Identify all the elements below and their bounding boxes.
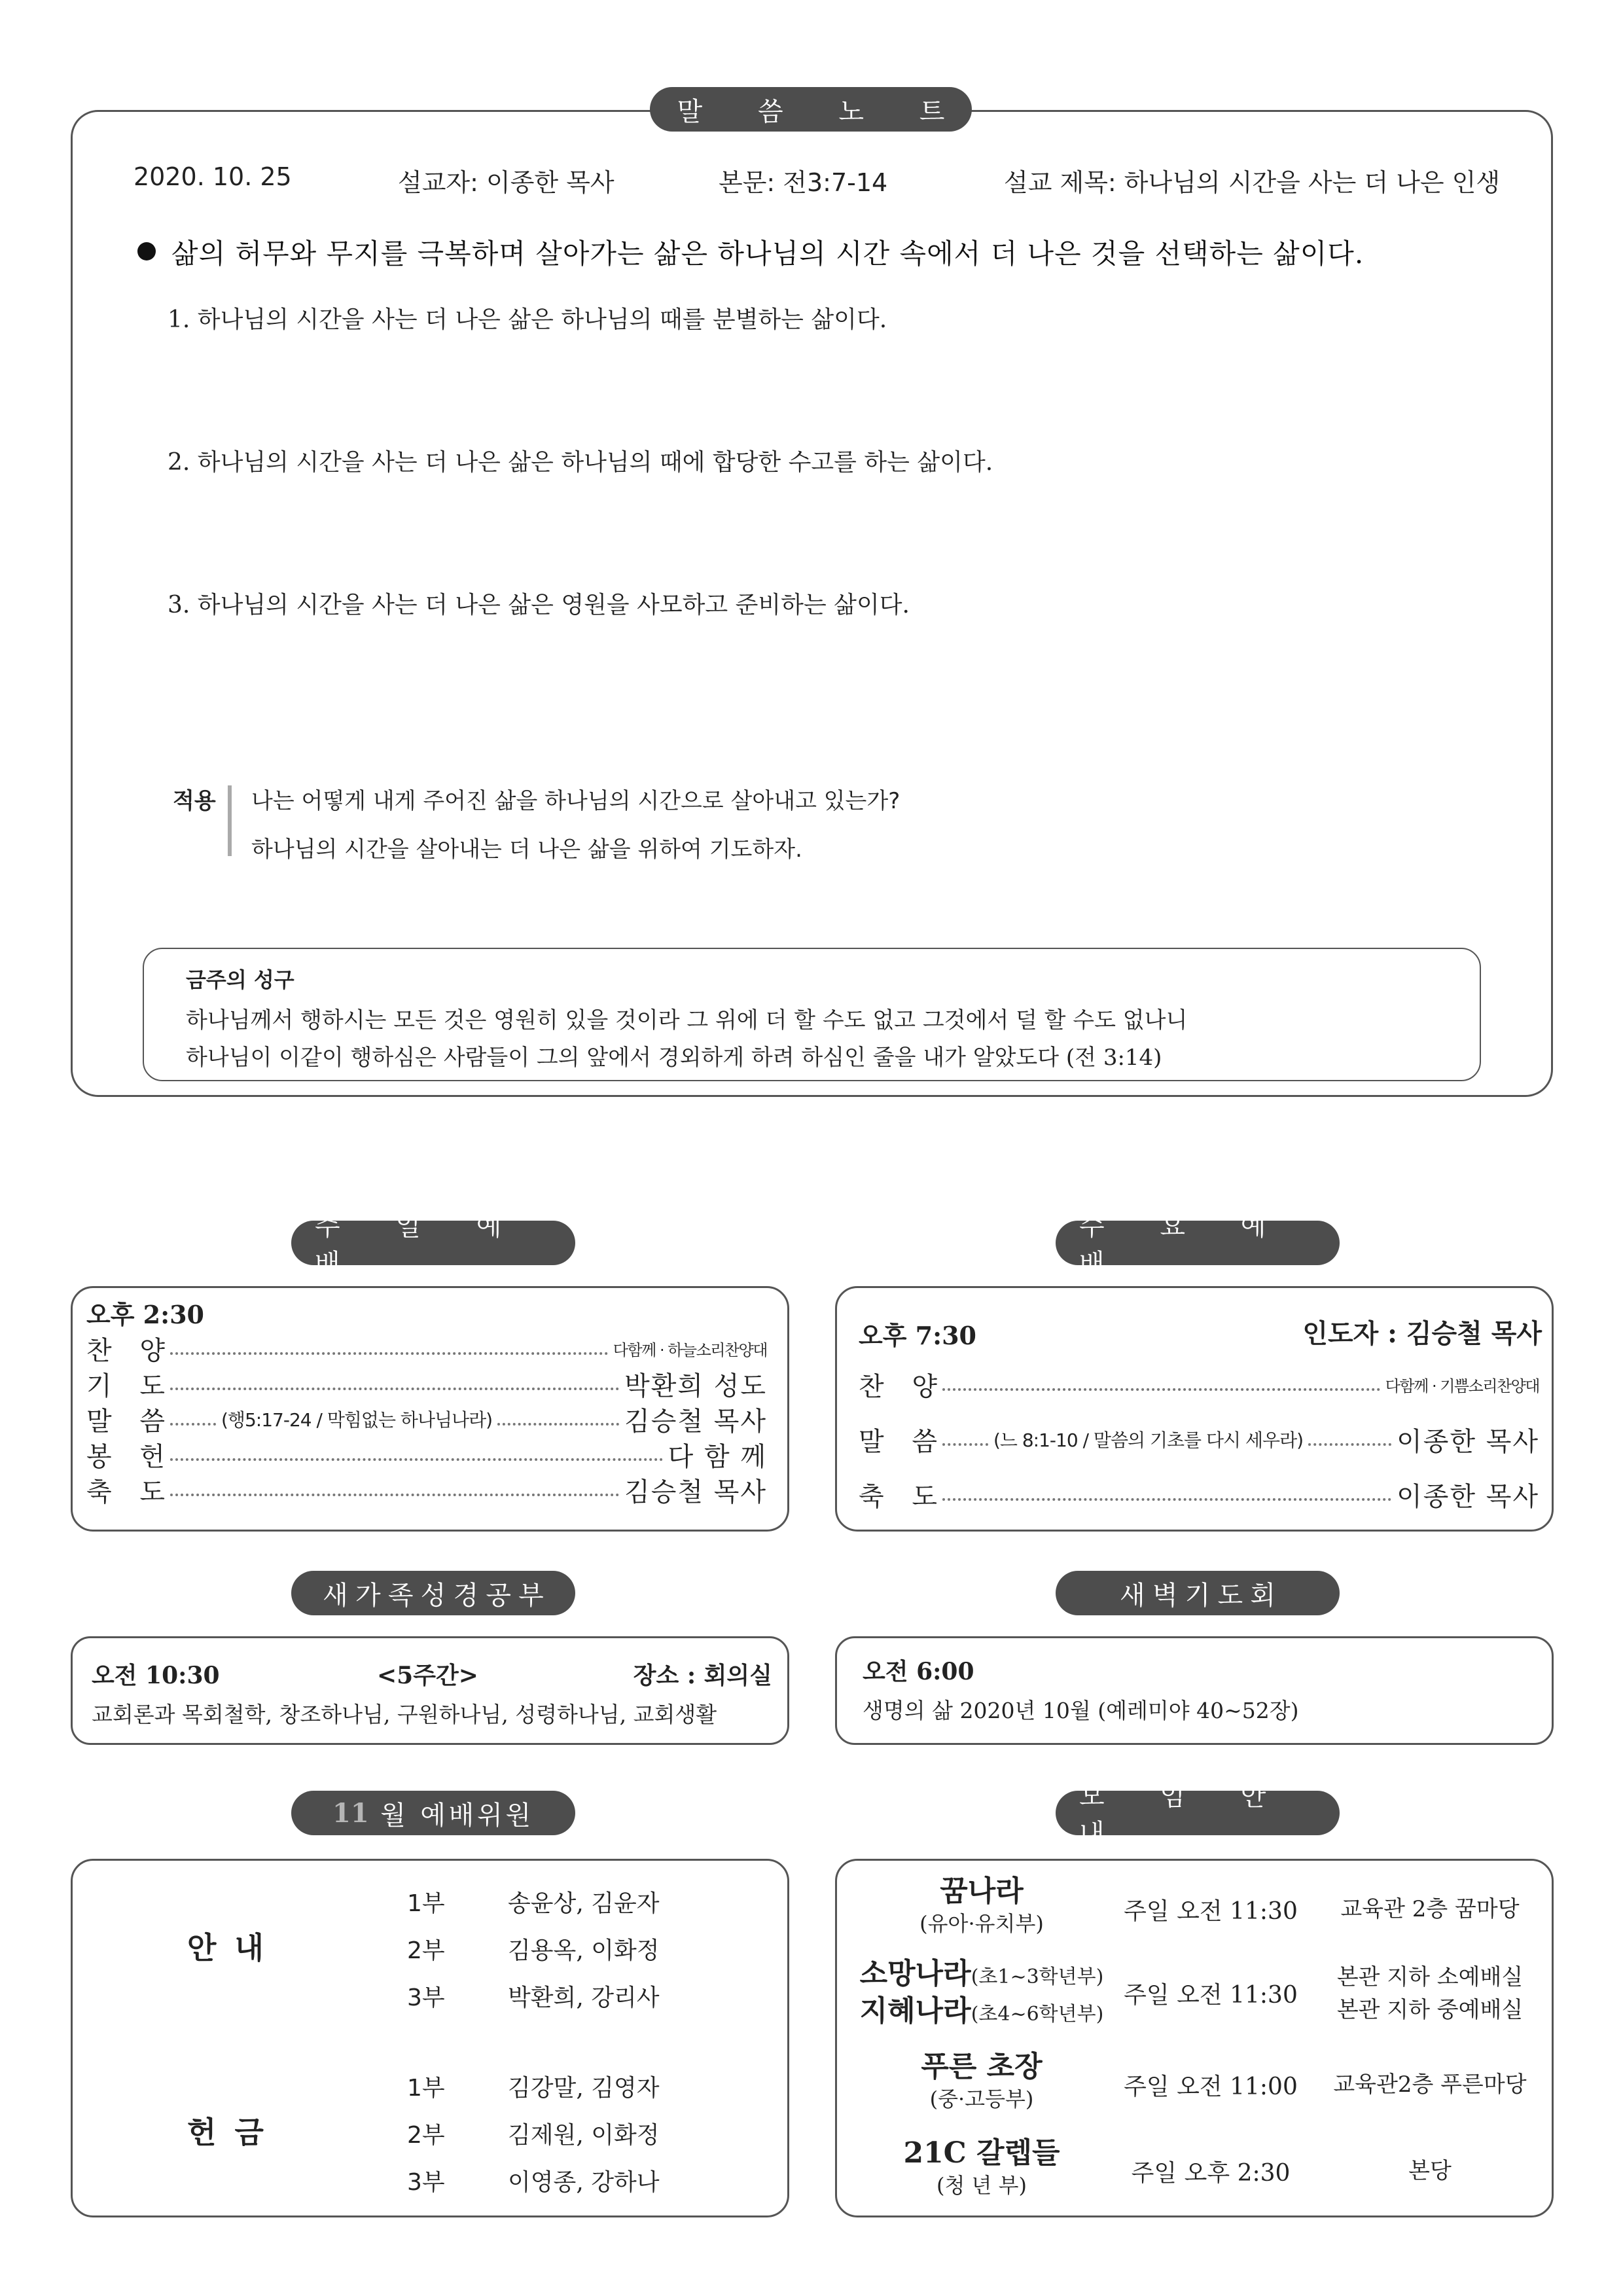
meeting-name-block <box>844 2049 1119 2113</box>
wednesday-row <box>859 1368 1539 1401</box>
family-bible-topics: 교회론과 목회철학, 창조하나님, 구원하나님, 성령하나님, 교회생활 <box>92 1702 717 1727</box>
wednesday-row-key-1: 찬 <box>859 1371 884 1402</box>
committee-group-label: 헌 금 <box>187 2115 268 2150</box>
meeting-time: 주일 오전 11:30 <box>1124 1898 1298 1925</box>
dawn-prayer-text: 생명의 삶 2020년 10월 (예레미야 40~52장) <box>863 1698 1299 1723</box>
wednesday-row-key-2: 양 <box>912 1371 937 1402</box>
meeting-place: 본당 <box>1408 2158 1452 2184</box>
committee-part: 1부 <box>407 1890 445 1917</box>
dawn-prayer-box <box>835 1636 1554 1745</box>
verse-line-2: 하나님이 이같이 행하심은 사람들이 그의 앞에서 경외하게 하려 하심인 줄을 내가 알았도다 (전 3:14) <box>186 1045 1162 1071</box>
wednesday-worship-header: 수 요 예 배 <box>1056 1221 1340 1265</box>
meetings-header: 모 임 안 내 <box>1056 1791 1340 1835</box>
point-1: 1. 하나님의 시간을 사는 더 나은 삶은 하나님의 때를 분별하는 삶이다. <box>168 306 887 333</box>
point-3: 3. 하나님의 시간을 사는 더 나은 삶은 영원을 사모하고 준비하는 삶이다. <box>168 592 910 619</box>
sunday-row-key <box>86 1436 165 1473</box>
sunday-row-key-2: 헌 <box>139 1441 165 1472</box>
wednesday-row-key-2: 도 <box>912 1481 937 1512</box>
meeting-place: 본관 지하 중예배실 <box>1336 1997 1524 2023</box>
meeting-time: 주일 오후 2:30 <box>1131 2160 1291 2187</box>
sunday-row-key <box>86 1471 165 1509</box>
meeting-place: 본관 지하 소예배실 <box>1336 1964 1524 1990</box>
sunday-row-value: 다 함 께 <box>668 1441 767 1472</box>
apply-divider <box>228 785 232 856</box>
wednesday-row-key-1: 말 <box>859 1426 884 1457</box>
point-2: 2. 하나님의 시간을 사는 더 나은 삶은 하나님의 때에 합당한 수고를 하는 삶이다. <box>168 449 993 476</box>
sunday-row-leader <box>170 1352 608 1355</box>
meeting-name-line <box>844 1957 1119 1994</box>
committee-part: 3부 <box>407 1984 445 2011</box>
sunday-row-key-1: 봉 <box>86 1441 112 1472</box>
committee-names: 박환희, 강리사 <box>508 1984 660 2011</box>
committee-names: 이영종, 강하나 <box>508 2169 660 2196</box>
wednesday-row-value: 다함께 · 기쁨소리찬양대 <box>1385 1376 1539 1395</box>
sunday-row-value: 김승철 목사 <box>624 1477 767 1507</box>
sunday-row-value: 다함께 · 하늘소리찬양대 <box>613 1340 767 1359</box>
meeting-sub: (유아·유치부) <box>919 1911 1044 1936</box>
family-bible-time: 오전 10:30 <box>92 1662 220 1689</box>
wednesday-row-scripture: (느 8:1-10 / 말씀의 기초를 다시 세우라) <box>993 1429 1304 1451</box>
sermon-note-header: 말 씀 노 트 <box>650 87 972 132</box>
sunday-row-key-1: 기 <box>86 1371 112 1401</box>
wednesday-row-key <box>859 1421 937 1458</box>
apply-line-1: 나는 어떻게 내게 주어진 삶을 하나님의 시간으로 살아내고 있는가? <box>251 788 901 814</box>
sunday-row <box>86 1438 767 1471</box>
sunday-row-key-2: 양 <box>139 1335 165 1366</box>
committee-header-label: 월 예배위원 <box>368 1800 534 1831</box>
sermon-text: 본문: 전3:7-14 <box>719 168 888 197</box>
meeting-place: 교육관2층 푸른마당 <box>1333 2072 1527 2098</box>
wednesday-row-leader <box>942 1388 1380 1391</box>
committee-part: 2부 <box>407 1937 445 1964</box>
wednesday-row <box>859 1423 1539 1456</box>
verse-line-1: 하나님께서 행하시는 모든 것은 영원히 있을 것이라 그 위에 더 할 수도 없고 그것에서 덜 할 수도 없나니 <box>186 1007 1188 1033</box>
sunday-row-key-1: 말 <box>86 1406 112 1437</box>
committee-part: 3부 <box>407 2169 445 2196</box>
meeting-name: 21C 갈렙들 <box>903 2136 1060 2170</box>
wednesday-row-key <box>859 1476 937 1513</box>
family-bible-box <box>71 1636 789 1745</box>
wednesday-leader: 인도자 : 김승철 목사 <box>1302 1318 1542 1349</box>
sunday-row <box>86 1473 767 1506</box>
meeting-time: 주일 오전 11:30 <box>1124 1982 1298 2009</box>
sunday-row-leader <box>170 1458 663 1461</box>
sunday-row-leader <box>170 1494 619 1496</box>
family-bible-place: 장소 : 회의실 <box>633 1662 772 1689</box>
meeting-place-block <box>1315 1961 1544 2026</box>
sunday-row-value: 박환희 성도 <box>624 1371 767 1401</box>
committee-names: 김용옥, 이화정 <box>508 1937 660 1964</box>
meeting-sub: (중·고등부) <box>929 2087 1034 2111</box>
sunday-row-key-1: 축 <box>86 1477 112 1507</box>
meeting-name: 소망나라 <box>859 1957 971 1990</box>
wednesday-row-leader <box>942 1498 1391 1501</box>
sunday-row-leader <box>170 1388 619 1390</box>
main-point: 삶의 허무와 무지를 극복하며 살아가는 삶은 하나님의 시간 속에서 더 나은 것을 선택하는 삶이다. <box>171 238 1364 270</box>
wednesday-row-value: 이종한 목사 <box>1397 1481 1539 1512</box>
meeting-name-block <box>844 2135 1119 2199</box>
sunday-row-scripture: (행5:17-24 / 막힘없는 하나님나라) <box>221 1409 493 1431</box>
committee-part: 1부 <box>407 2075 445 2102</box>
meeting-name-block <box>844 1957 1119 2032</box>
meeting-name-line <box>844 1994 1119 2032</box>
committee-header-month: 11 <box>332 1797 369 1829</box>
meeting-name-block <box>844 1873 1119 1937</box>
wednesday-row-key-1: 축 <box>859 1481 884 1512</box>
sunday-row-key <box>86 1330 165 1367</box>
dawn-prayer-time: 오전 6:00 <box>863 1658 974 1685</box>
sunday-row-key-2: 도 <box>139 1371 165 1401</box>
sunday-row <box>86 1403 767 1435</box>
committee-header <box>291 1791 575 1835</box>
sunday-row-key-2: 도 <box>139 1477 165 1507</box>
wednesday-row-value: 이종한 목사 <box>1397 1426 1539 1457</box>
family-bible-duration: <5주간> <box>377 1662 478 1689</box>
meeting-sub: (청 년 부) <box>936 2173 1027 2198</box>
sunday-row-leader <box>497 1423 619 1426</box>
sermon-preacher: 설교자: 이종한 목사 <box>398 168 615 197</box>
apply-label: 적용 <box>173 788 216 814</box>
wednesday-row-key <box>859 1366 937 1403</box>
sunday-row-key-2: 씀 <box>139 1406 165 1437</box>
wednesday-row <box>859 1478 1539 1511</box>
sunday-row-leader <box>170 1423 216 1426</box>
meeting-place: 교육관 2층 꿈마당 <box>1340 1896 1520 1922</box>
family-bible-header: 새가족성경공부 <box>291 1571 575 1615</box>
apply-line-2: 하나님의 시간을 살아내는 더 나은 삶을 위하여 기도하자. <box>251 836 802 863</box>
dawn-prayer-header: 새벽기도회 <box>1056 1571 1340 1615</box>
sunday-row-key-1: 찬 <box>86 1335 112 1366</box>
meeting-sub: (초4~6학년부) <box>971 2003 1104 2026</box>
meeting-place-block <box>1315 2155 1544 2187</box>
meeting-sub: (초1~3학년부) <box>971 1965 1104 1988</box>
committee-group-label: 안 내 <box>187 1930 268 1965</box>
sunday-time: 오후 2:30 <box>86 1300 204 1329</box>
wednesday-time: 오후 7:30 <box>859 1321 976 1350</box>
committee-names: 김강말, 김영자 <box>508 2075 660 2102</box>
sunday-row <box>86 1367 767 1400</box>
meeting-place-block <box>1315 2068 1544 2101</box>
meeting-place-block <box>1315 1893 1544 1926</box>
meeting-time: 주일 오전 11:00 <box>1124 2073 1298 2100</box>
sunday-row-key <box>86 1401 165 1438</box>
wednesday-row-leader <box>942 1443 988 1446</box>
committee-part: 2부 <box>407 2122 445 2149</box>
committee-names: 송윤상, 김윤자 <box>508 1890 660 1917</box>
committee-names: 김제원, 이화정 <box>508 2122 660 2149</box>
sermon-date: 2020. 10. 25 <box>134 162 292 191</box>
wednesday-row-key-2: 씀 <box>912 1426 937 1457</box>
sunday-row-value: 김승철 목사 <box>624 1406 767 1437</box>
meeting-name: 꿈나라 <box>940 1874 1024 1908</box>
sunday-worship-header: 주 일 예 배 <box>291 1221 575 1265</box>
main-point-bullet <box>137 242 156 260</box>
meeting-name: 지혜나라 <box>859 1994 971 2028</box>
meeting-name: 푸른 초장 <box>921 2050 1043 2083</box>
wednesday-row-leader <box>1308 1443 1391 1446</box>
sunday-row-key <box>86 1365 165 1403</box>
sermon-title: 설교 제목: 하나님의 시간을 사는 더 나은 인생 <box>1004 168 1501 197</box>
verse-title: 금주의 성구 <box>186 967 294 992</box>
sunday-row <box>86 1332 767 1365</box>
